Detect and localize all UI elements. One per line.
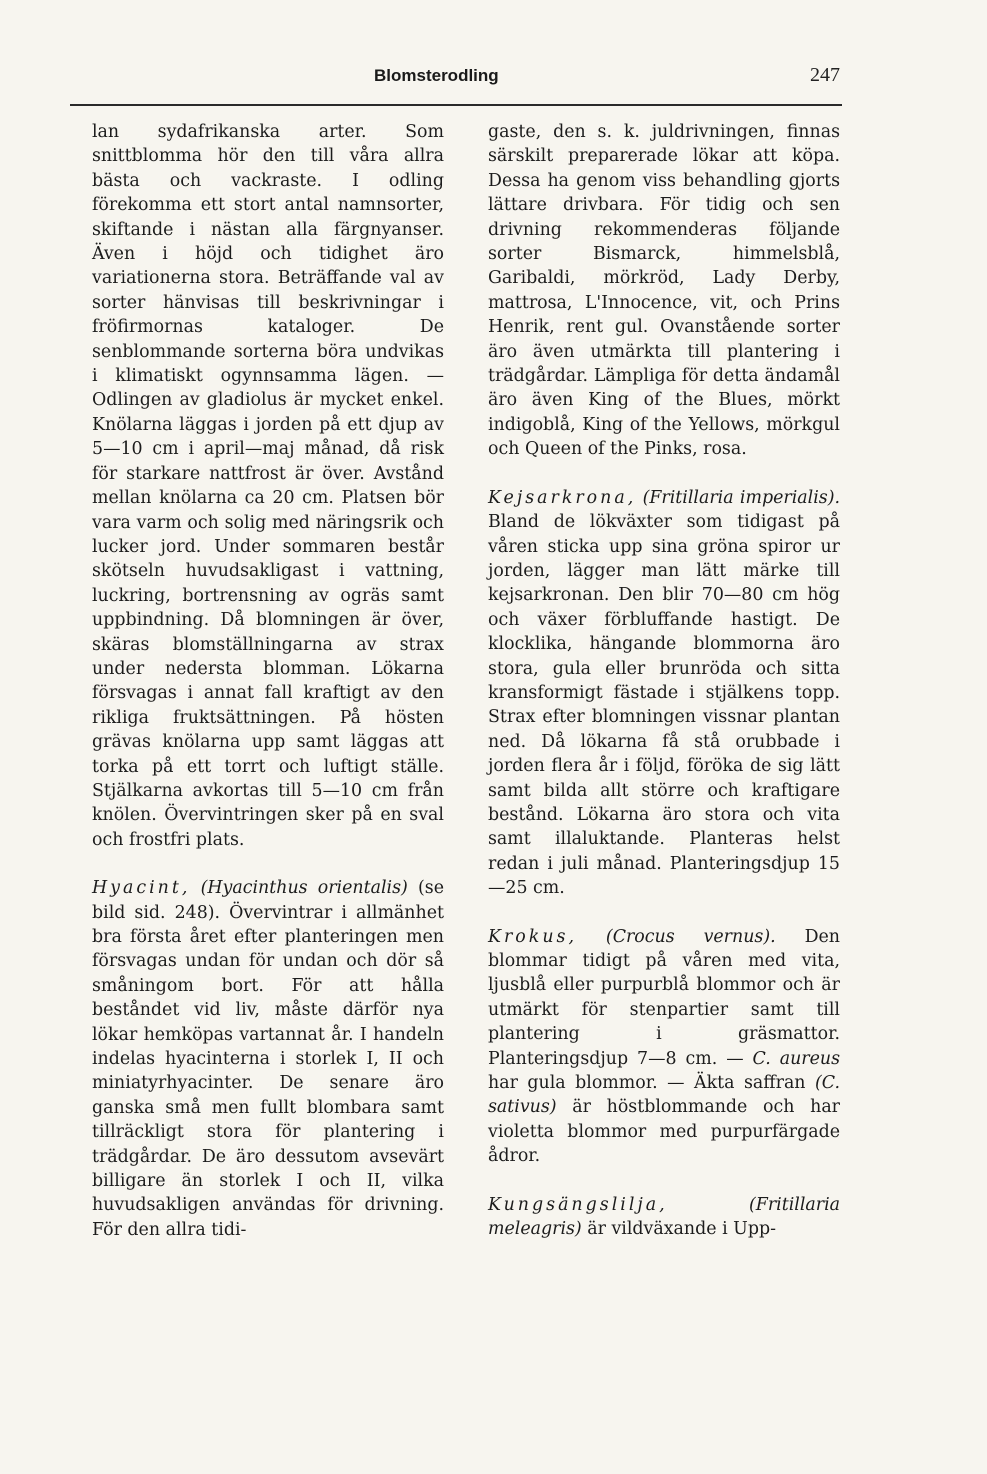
- page-number: 247: [810, 64, 840, 86]
- paragraph-hyacint: [92, 876, 444, 1242]
- entry-text: Den blommar tidigt på våren med vita, ljusblå eller purpurblå blommor och är utmärkt för stenpartier samt till plantering i gräsmattor. Planteringsdjup 7—8 cm. —: [488, 926, 840, 1069]
- right-column: [488, 120, 840, 1241]
- latin-name: (Crocus vernus).: [605, 926, 776, 947]
- entry-text: är vildväxande i Upp-: [581, 1219, 776, 1240]
- running-header: [92, 62, 840, 92]
- entry-text: har gula blommor. — Äkta saffran: [488, 1073, 815, 1094]
- latin-name: (Fritillaria meleagris): [488, 1194, 840, 1240]
- entry-text: (se bild sid. 248). Övervintrar i allmänhet bra första året efter planteringen men försvagas undan för undan och dör så småningom bort. För att hålla beståndet vid liv, måste därför nya lökar hemköpas vartannat år. I handeln indelas hyacinterna i storlek I, II och miniatyrhyacinter. De senare äro ganska små men fullt blombara samt tillräckligt stora för plantering i trädgårdar. De äro dessutom avsevärt billigare än storlek I och II, vilka huvudsakligen användas för drivning. För den allra tidi-: [92, 878, 445, 1240]
- entry-text: Bland de lökväxter som tidigast på våren sticka upp sina gröna spiror ur jorden, lägger man lätt märke till kejsarkronan. Den blir 70—80 cm hög och växer förbluffande hastigt. De klocklika, hängande blommorna äro stora, gula eller brunröda och sitta kransformigt fästade i stjälkens topp. Strax efter blomningen vissnar plantan ned. Då lökarna få stå orubbade i jorden flera år i följd, föröka de sig lätt samt bilda allt större och kraftigare bestånd. Lökarna äro stora och vita samt illaluktande. Planteras helst redan i juli månad. Planteringsdjup 15—25 cm.: [488, 512, 840, 899]
- entry-name: Kejsarkrona,: [488, 487, 637, 508]
- entry-name: Kungsängslilja,: [488, 1194, 668, 1215]
- paragraph-hyacint-continued: gaste, den s. k. juldrivningen, finnas särskilt preparerade lökar att köpa. Dessa ha genom viss behandling gjorts lättare drivbara. För tidig och sen drivning rekommenderas följande sorter Bismarck, himmelsblå, Garibaldi, mörkröd, Lady Derby, mattrosa, L'Innocence, vit, och Prins Henrik, rent gul. Ovanstående sorter äro även utmärkta till plantering i trädgårdar. Lämpliga för detta ändamål äro även King of the Blues, mörkt indigoblå, King of the Yellows, mörkgul och Queen of the Pinks, rosa.: [488, 122, 840, 460]
- left-column: [92, 120, 444, 1242]
- entry-name: Krokus,: [488, 926, 577, 947]
- latin-name: C. aureus: [752, 1048, 840, 1069]
- paragraph-krokus: [488, 925, 840, 1169]
- paragraph-gladiolus: lan sydafrikanska arter. Som snittblomma hör den till våra allra bästa och vackraste. I odling förekomma ett stort antal namnsorter, skiftande i nästan alla färgnyanser. Även i höjd och tidighet äro variationerna stora. Beträffande val av sorter hänvisas till beskrivningar i fröfirmornas kataloger. De senblommande sorterna böra undvikas i klimatiskt ogynnsamma lägen. — Odlingen av gladiolus är mycket enkel. Knölarna läggas i jorden på ett djup av 5—10 cm i april—maj månad, då risk för starkare nattfrost är över. Avstånd mellan knölarna ca 20 cm. Platsen bör vara varm och solig med näringsrik och lucker jord. Under sommaren består skötseln huvudsakligast i vattning, luckring, bortrensning av ogräs samt uppbindning. Då blomningen är över, skäras blomställningarna av strax under nedersta blomman. Lökarna försvagas i annat fall kraftigt av den rikliga fruktsättningen. På hösten grävas knölarna upp samt läggas att torka på ett torrt och luftigt ställe. Stjälkarna avkortas till 5—10 cm från knölen. Övervintringen sker på en sval och frostfri plats.: [92, 122, 444, 850]
- entry-text: är höstblommande och har violetta blommor med purpurfärgade ådror.: [488, 1097, 840, 1167]
- paragraph-kejsarkrona: [488, 486, 840, 901]
- chapter-title: Blomsterodling: [374, 66, 499, 85]
- header-rule: [70, 104, 842, 106]
- entry-name: Hyacint,: [92, 878, 191, 899]
- latin-name: (C. sativus): [488, 1073, 840, 1118]
- latin-name: (Hyacinthus orientalis): [200, 878, 408, 899]
- latin-name: (Fritillaria imperialis).: [642, 487, 841, 508]
- paragraph-kungsangslilja: [488, 1193, 840, 1242]
